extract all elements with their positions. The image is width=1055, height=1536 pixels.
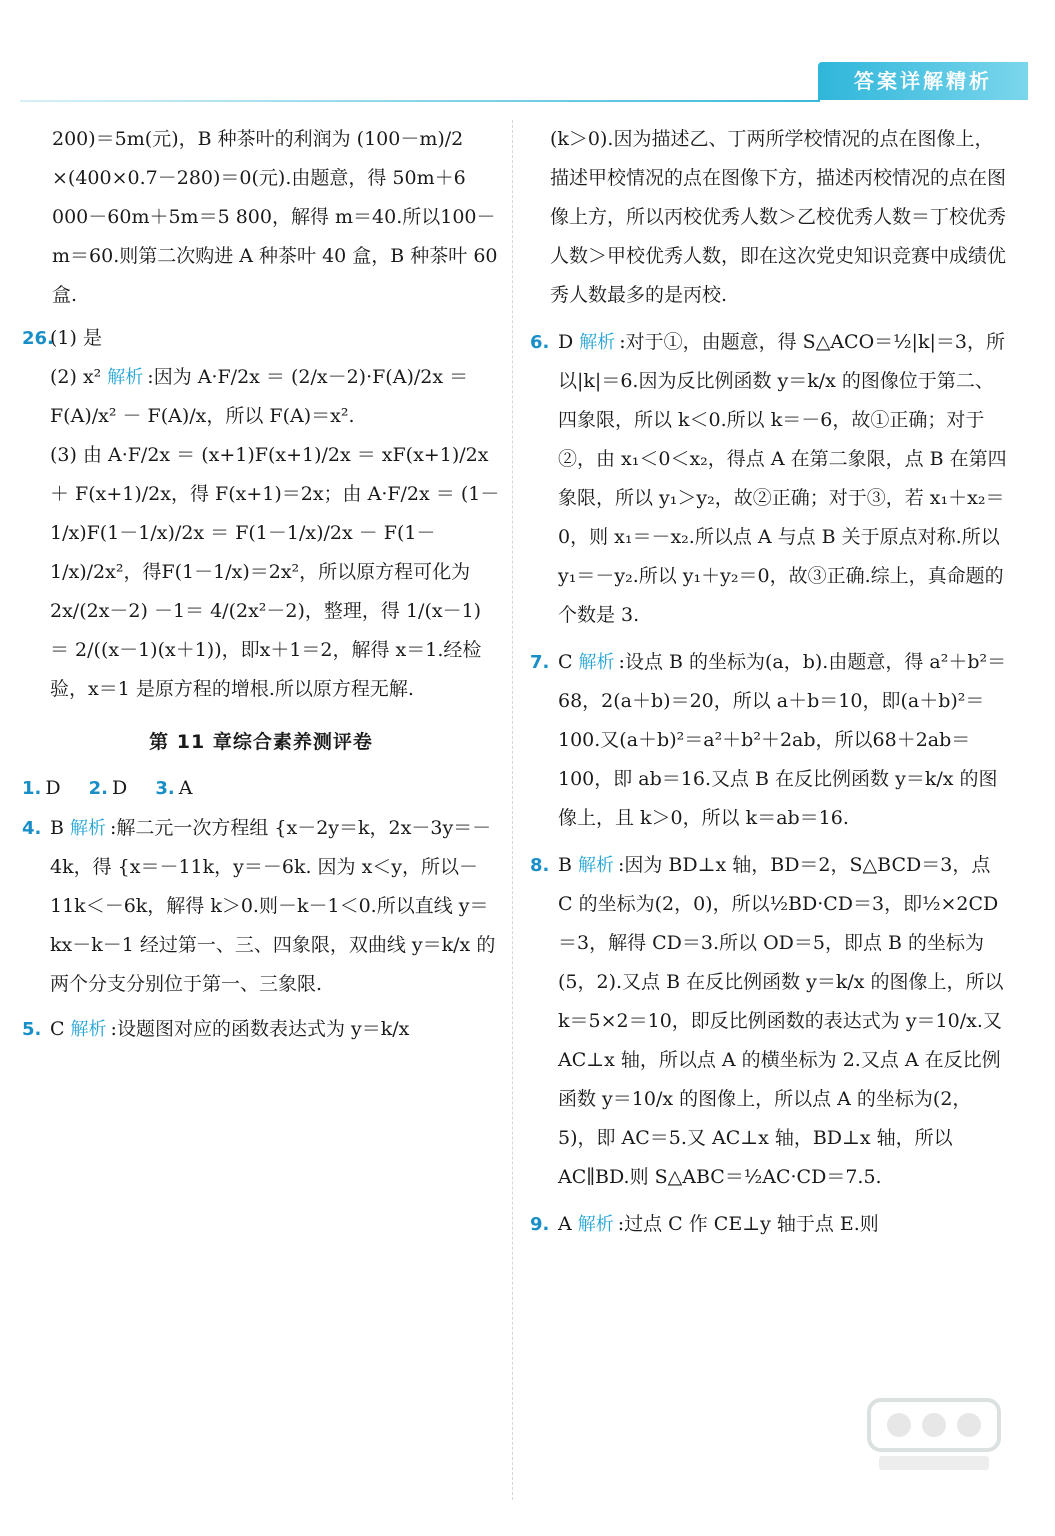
q6-text: :对于①，由题意，得 S△ACO＝½|k|＝3，所以|k|＝6.因为反比例函数 y＝k/x 的图像位于第二、四象限，所以 k＜0.所以 k＝－6，故①正确；对于②，由 x₁＜0＜x₂，得点 A 在第二象限，点 B 在第四象限，所以 y₁＞y₂，故②正确；对于③，若 x₁＋x₂＝0，则 x₁＝－x₂.所以点 A 与点 B 关于原点对称.所以 y₁＝－y₂.所以 y₁＋y₂＝0，故③正确.综上，真命题的个数是 3. (558, 331, 1007, 626)
q7-number: 7. (530, 652, 550, 673)
q5-continuation: (k＞0).因为描述乙、丁两所学校情况的点在图像上，描述甲校情况的点在图像下方，描述丙校情况的点在图像上方，所以丙校优秀人数＞乙校优秀人数＝丁校优秀人数＞甲校优秀人数，即在这次党史知识竞赛中成绩优秀人数最多的是丙校. (550, 128, 1007, 306)
q4 (22, 809, 500, 1004)
analysis-tag: 解析 (578, 652, 615, 673)
answer-2-number: 2. (88, 778, 109, 799)
watermark-logo-icon (859, 1390, 1009, 1480)
q7-answer: C (558, 651, 573, 673)
answer-1-number: 1. (22, 778, 42, 799)
q6 (530, 323, 1008, 635)
q9-answer: A (558, 1213, 572, 1235)
q26 (22, 319, 500, 709)
q6-number: 6. (530, 332, 550, 353)
column-divider (512, 120, 513, 1500)
analysis-tag: 解析 (577, 855, 614, 876)
q26-part2-text: :因为 A·F/2x ＝ (2/x－2)·F(A)/2x ＝ F(A)/x² － F(A)/x，所以 F(A)＝x². (50, 366, 469, 427)
q4-text: :解二元一次方程组 {x－2y＝k，2x－3y＝－4k，得 {x＝－11k，y＝－6k. 因为 x＜y，所以－11k＜－6k，解得 k＞0.则－k－1＜0.所以直线 y＝kx－k－1 经过第一、三、四象限，双曲线 y＝k/x 的两个分支分别位于第一、三象限. (50, 817, 496, 995)
q25-continuation: 200)＝5m(元)，B 种茶叶的利润为 (100－m)/2 ×(400×0.7－280)＝0(元).由题意，得 50m＋6 000－60m＋5m＝5 800，解得 m＝40.所以100－m＝60.则第二次购进 A 种茶叶 40 盒，B 种茶叶 60 盒. (52, 128, 498, 306)
q4-number: 4. (22, 818, 42, 839)
analysis-tag: 解析 (69, 818, 106, 839)
q4-answer: B (50, 817, 64, 839)
analysis-tag: 解析 (107, 367, 144, 388)
answer-row (22, 768, 500, 809)
q26-part2-answer: (2) x² (50, 366, 102, 388)
q26-part2 (50, 358, 500, 436)
answer-3-value: A (178, 777, 193, 799)
q8-number: 8. (530, 855, 550, 876)
right-column (530, 120, 1008, 1244)
q5-answer: C (50, 1018, 65, 1040)
q5-number: 5. (22, 1019, 42, 1040)
left-column (22, 120, 500, 1049)
q8 (530, 846, 1008, 1197)
answer-1-value: D (45, 777, 61, 799)
q9 (530, 1205, 1008, 1244)
header-banner: 答案详解精析 (818, 62, 1028, 100)
q26-part1: (1) 是 (50, 327, 102, 349)
q7-text: :设点 B 的坐标为(a，b).由题意，得 a²＋b²＝68，2(a＋b)＝20，所以 a＋b＝10，即(a＋b)²＝100.又(a＋b)²＝a²＋b²＋2ab，所以68＋2ab＝100，即 ab＝16.又点 B 在反比例函数 y＝k/x 的图像上，且 k＞0，所以 k＝ab＝16. (558, 651, 1007, 829)
q5 (22, 1010, 500, 1049)
q5-text: :设题图对应的函数表达式为 y＝k/x (110, 1018, 410, 1040)
q26-part3: (3) 由 A·F/2x ＝ (x+1)F(x+1)/2x ＝ xF(x+1)/2x ＋ F(x+1)/2x，得 F(x+1)＝2x；由 A·F/2x ＝ (1－1/x)F(1－1/x)/2x ＝ F(1－1/x)/2x － F(1－1/x)/2x²，得F(1－1/x)＝2x²，所以原方程可化为 2x/(2x－2) －1＝ 4/(2x²－2)，整理，得 1/(x－1) ＝ 2/((x－1)(x＋1))，即x＋1＝2，解得 x＝1.经检验，x＝1 是原方程的增根.所以原方程无解. (50, 444, 500, 700)
answer-2-value: D (112, 777, 128, 799)
q9-text: :过点 C 作 CE⊥y 轴于点 E.则 (617, 1213, 879, 1235)
analysis-tag: 解析 (577, 1214, 614, 1235)
q8-text: :因为 BD⊥x 轴，BD＝2，S△BCD＝3，点 C 的坐标为(2，0)，所以½BD·CD＝3，即½×2CD＝3，解得 CD＝3.所以 OD＝5，即点 B 的坐标为(5，2).又点 B 在反比例函数 y＝k/x 的图像上，所以 k＝5×2＝10，即反比例函数的表达式为 y＝10/x.又 AC⊥x 轴，所以点 A 的横坐标为 2.又点 A 在反比例函数 y＝10/x 的图像上，所以点 A 的坐标为(2，5)，即 AC＝5.又 AC⊥x 轴，BD⊥x 轴，所以 AC∥BD.则 S△ABC＝½AC·CD＝7.5. (558, 854, 1004, 1188)
q9-number: 9. (530, 1214, 550, 1235)
q6-answer: D (558, 331, 574, 353)
q26-number: 26. (22, 328, 54, 349)
chapter-title: 第 11 章综合素养测评卷 (149, 731, 373, 753)
analysis-tag: 解析 (579, 332, 616, 353)
answer-3-number: 3. (155, 778, 175, 799)
header-rule (20, 100, 820, 102)
q8-answer: B (558, 854, 572, 876)
analysis-tag: 解析 (70, 1019, 107, 1040)
q7 (530, 643, 1008, 838)
